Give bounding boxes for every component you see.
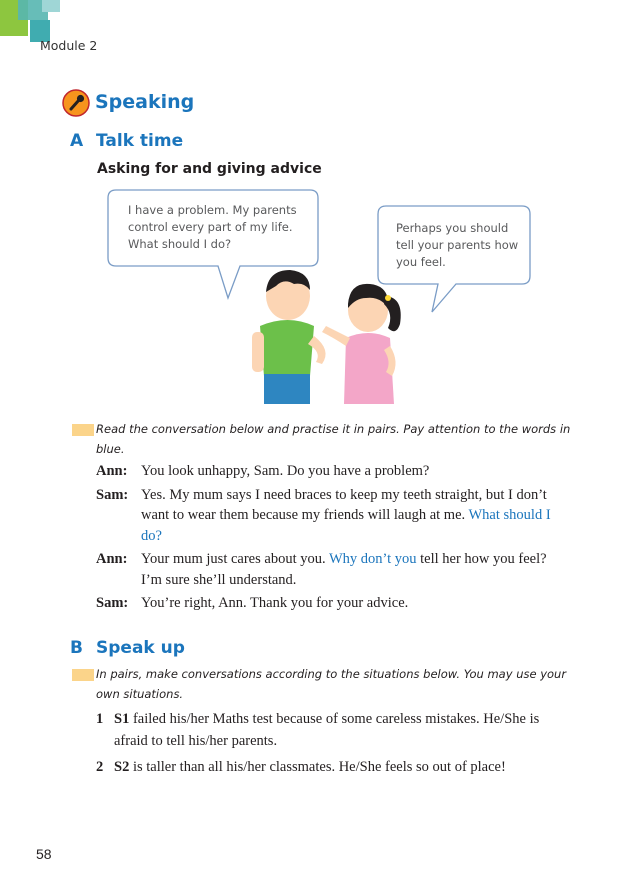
dialogue-text: Yes. My mum says I need braces to keep my teeth straight, but I don’t want to wear them because my friends will laugh at me. bbox=[141, 486, 547, 523]
instruction-marker bbox=[72, 424, 94, 436]
dialogue-text: tell her how you feel? I’m sure she’ll understand. bbox=[141, 551, 547, 588]
highlighted-phrase: What should I do? bbox=[141, 507, 551, 544]
right-speech-bubble-text: Perhaps you should tell your parents how you feel. bbox=[396, 221, 519, 269]
left-speech-bubble-text: I have a problem. My parents control every part of my life. What should I do? bbox=[128, 203, 297, 251]
part-a-title: Talk time bbox=[96, 131, 184, 151]
student-label: S2 bbox=[114, 759, 130, 775]
dialogue-text: Your mum just cares about you. bbox=[141, 551, 329, 567]
part-b-letter: B bbox=[70, 638, 83, 658]
situation-text: failed his/her Maths test because of some careless mistakes. He/She is afraid to tell his/her parents. bbox=[114, 711, 540, 749]
corner-decoration bbox=[42, 0, 60, 12]
speaker-name: Ann: bbox=[96, 551, 128, 567]
dialogue-turn bbox=[96, 485, 566, 547]
part-b-instruction: In pairs, make conversations according to the situations below. You may use your own situations. bbox=[96, 667, 567, 701]
student-label: S1 bbox=[114, 711, 130, 727]
part-b-title: Speak up bbox=[96, 638, 185, 658]
speaker-name: Ann: bbox=[96, 463, 128, 479]
situation-number: 1 bbox=[96, 711, 104, 727]
situation-list bbox=[96, 708, 576, 782]
situation-text: is taller than all his/her classmates. He/She feels so out of place! bbox=[129, 759, 506, 775]
part-a-letter: A bbox=[70, 131, 84, 151]
part-a-instruction: Read the conversation below and practise it in pairs. Pay attention to the words in blue. bbox=[96, 422, 571, 456]
page-number: 58 bbox=[36, 846, 52, 862]
conversation bbox=[96, 461, 566, 617]
section-title: Speaking bbox=[95, 91, 195, 113]
situation-number: 2 bbox=[96, 759, 104, 775]
situation-item bbox=[96, 756, 576, 778]
speaker-name: Sam: bbox=[96, 595, 129, 611]
instruction-marker bbox=[72, 669, 94, 681]
microphone-icon bbox=[62, 89, 90, 117]
speaker-name: Sam: bbox=[96, 486, 129, 503]
dialogue-turn bbox=[96, 549, 566, 590]
highlighted-phrase: Why don’t you bbox=[328, 551, 417, 567]
module-label: Module 2 bbox=[40, 38, 98, 53]
dialogue-text: You look unhappy, Sam. Do you have a problem? bbox=[141, 463, 430, 479]
dialogue-turn bbox=[96, 593, 566, 614]
part-a-subtitle: Asking for and giving advice bbox=[97, 161, 322, 177]
dialogue-text: You’re right, Ann. Thank you for your advice. bbox=[141, 595, 409, 611]
dialogue-turn bbox=[96, 461, 566, 482]
situation-item bbox=[96, 708, 576, 752]
